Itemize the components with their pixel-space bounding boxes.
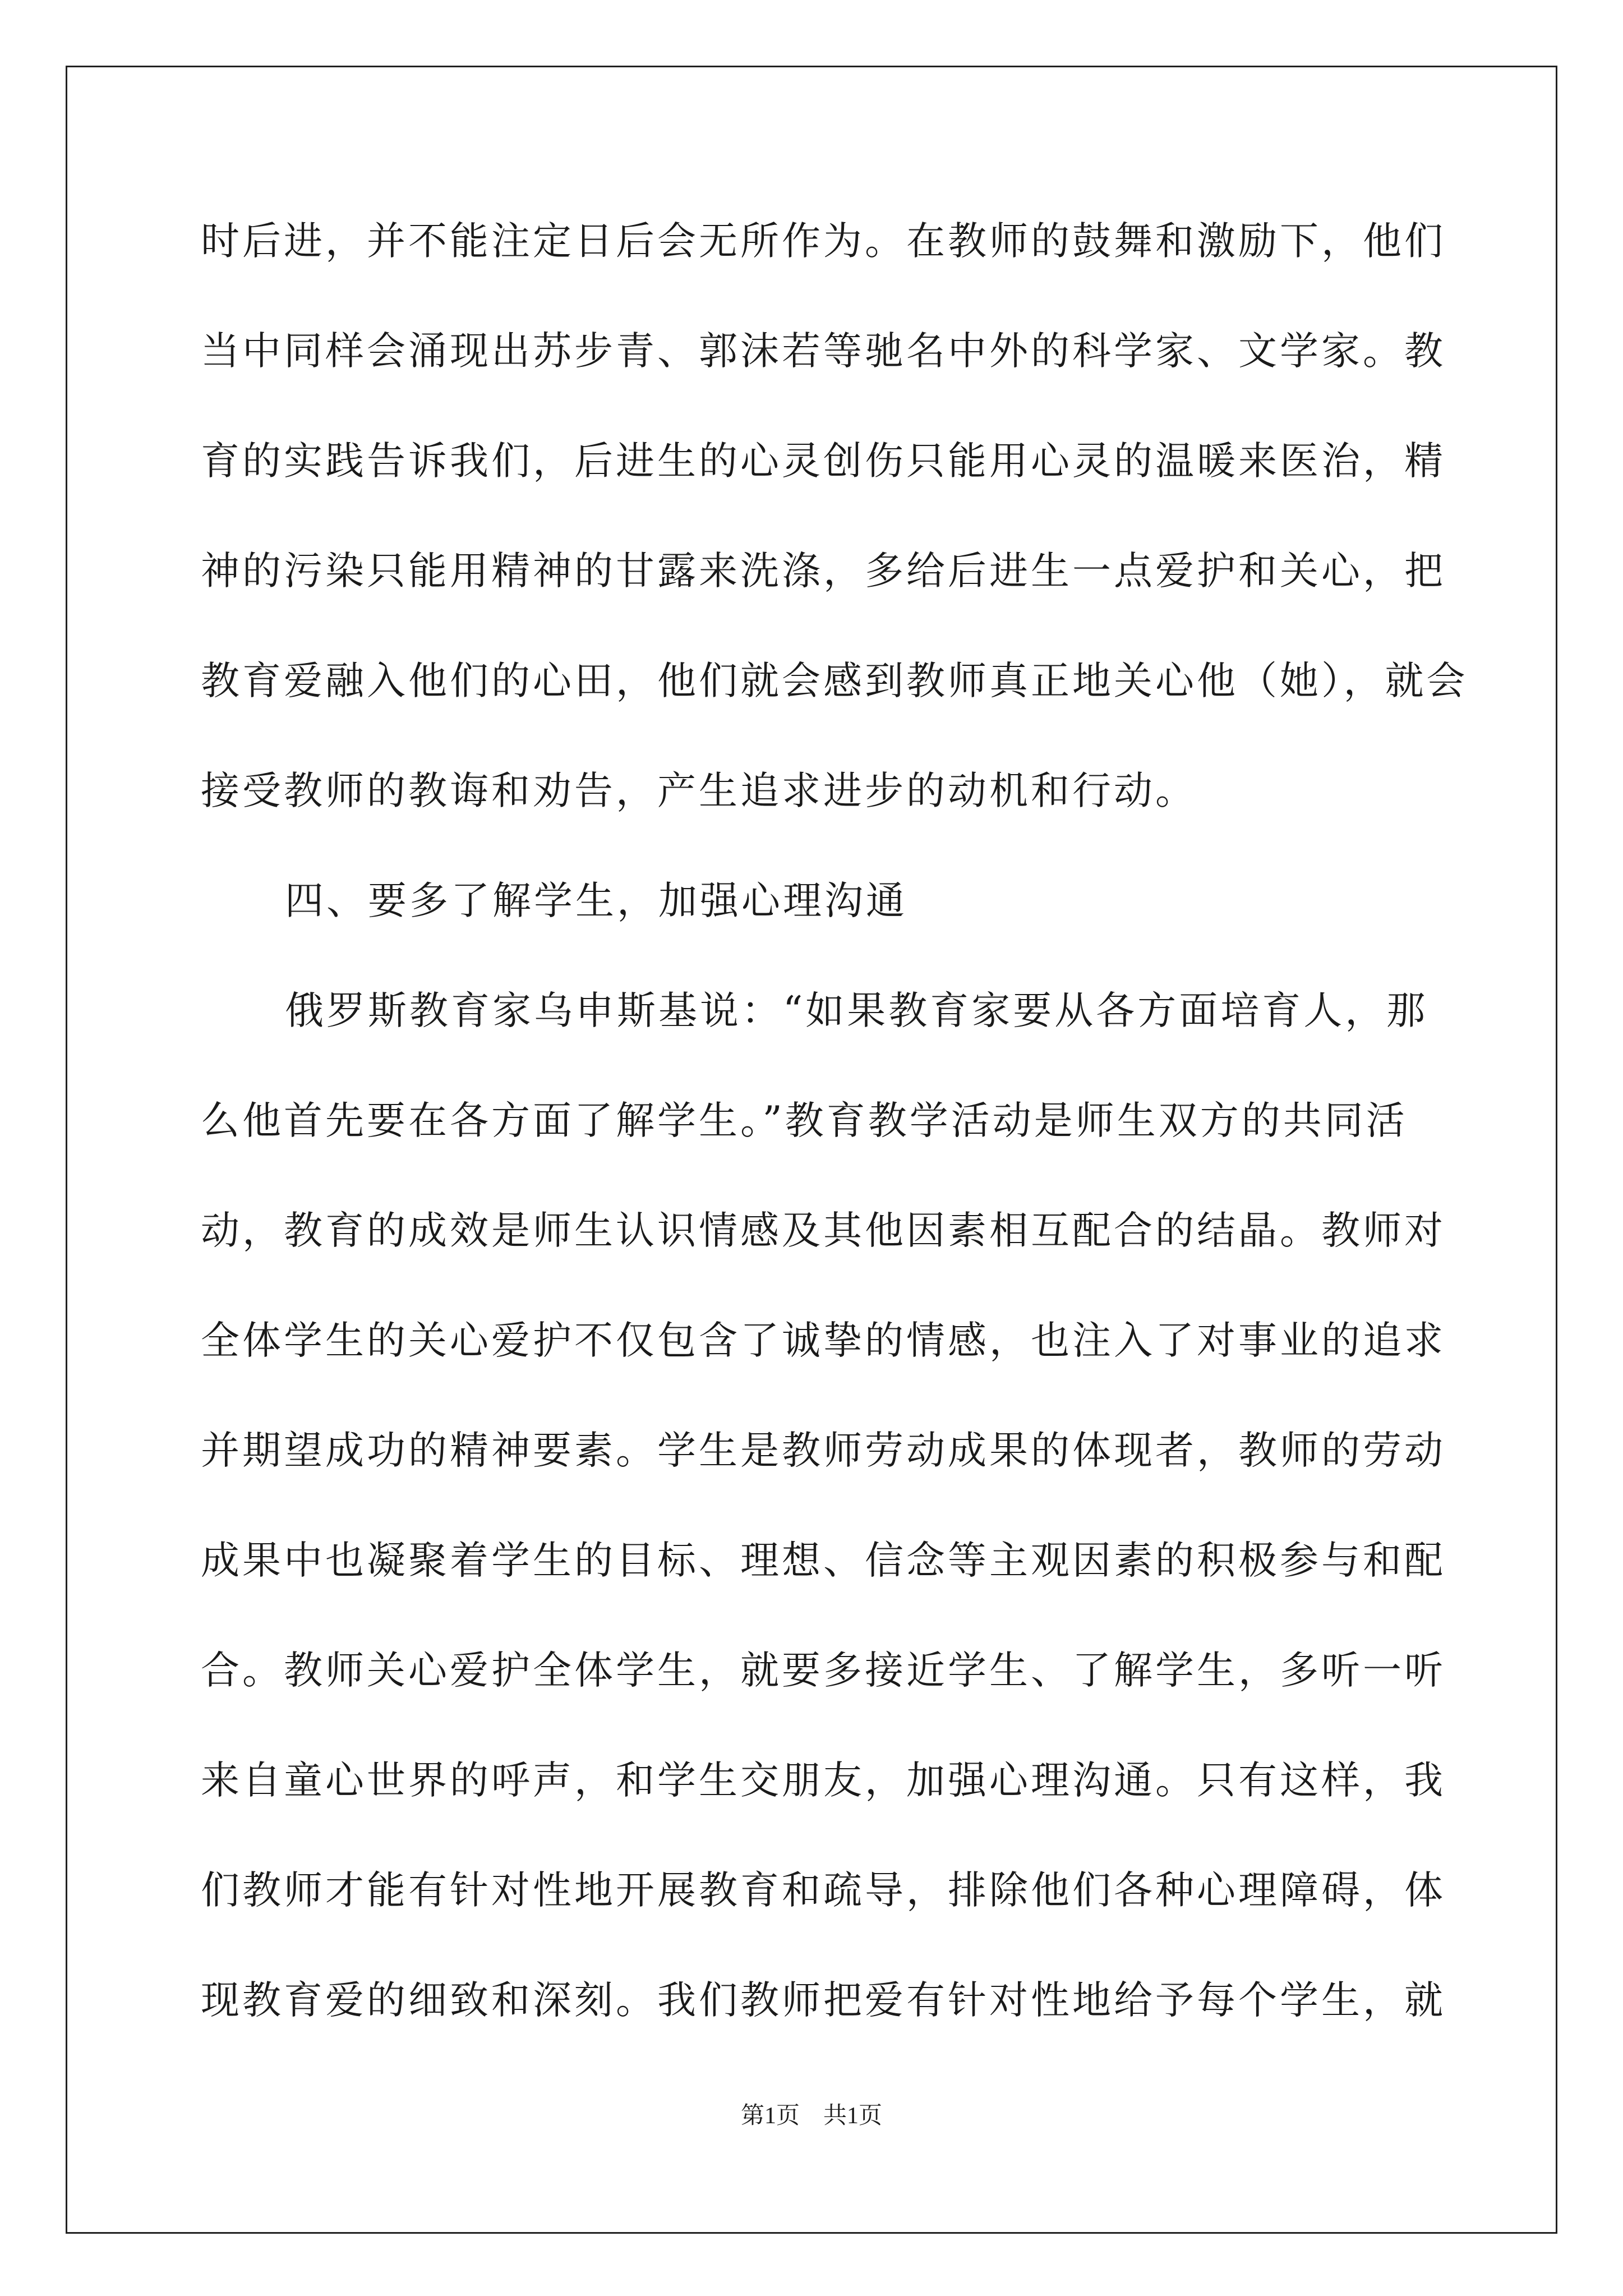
text-line: 现教育爱的细致和深刻。我们教师把爱有针对性地给予每个学生，就 (201, 1978, 1446, 2023)
text-line: 俄罗斯教育家乌申斯基说：“如果教育家要从各方面培育人，那 (285, 988, 1428, 1033)
text-line: 当中同样会涌现出苏步青、郭沫若等驰名中外的科学家、文学家。教 (201, 329, 1446, 374)
text-line: 并期望成功的精神要素。学生是教师劳动成果的体现者，教师的劳动 (201, 1428, 1446, 1473)
text-line: 接受教师的教诲和劝告，产生追求进步的动机和行动。 (201, 769, 1197, 813)
section-heading: 四、要多了解学生，加强心理沟通 (285, 878, 907, 923)
text-line: 神的污染只能用精神的甘露来洗涤，多给后进生一点爱护和关心，把 (201, 549, 1446, 593)
text-line: 教育爱融入他们的心田，他们就会感到教师真正地关心他（她），就会 (201, 659, 1468, 703)
text-line: 成果中也凝聚着学生的目标、理想、信念等主观因素的积极参与和配 (201, 1538, 1446, 1583)
text-line: 合。教师关心爱护全体学生，就要多接近学生、了解学生，多听一听 (201, 1648, 1446, 1693)
text-line: 时后进，并不能注定日后会无所作为。在教师的鼓舞和激励下，他们 (201, 219, 1446, 264)
text-line: 们教师才能有针对性地开展教育和疏导，排除他们各种心理障碍，体 (201, 1868, 1446, 1913)
document-body (201, 202, 1468, 2071)
text-line: 动，教育的成效是师生认识情感及其他因素相互配合的结晶。教师对 (201, 1208, 1446, 1253)
text-line: 么他首先要在各方面了解学生。”教育教学活动是师生双方的共同活 (201, 1098, 1408, 1143)
text-line: 来自童心世界的呼声，和学生交朋友，加强心理沟通。只有这样，我 (201, 1758, 1446, 1803)
text-line: 全体学生的关心爱护不仅包含了诚挚的情感，也注入了对事业的追求 (201, 1318, 1446, 1363)
text-line: 育的实践告诉我们，后进生的心灵创伤只能用心灵的温暖来医治，精 (201, 439, 1446, 484)
page-number-footer: 第1页 共1页 (740, 2103, 882, 2129)
